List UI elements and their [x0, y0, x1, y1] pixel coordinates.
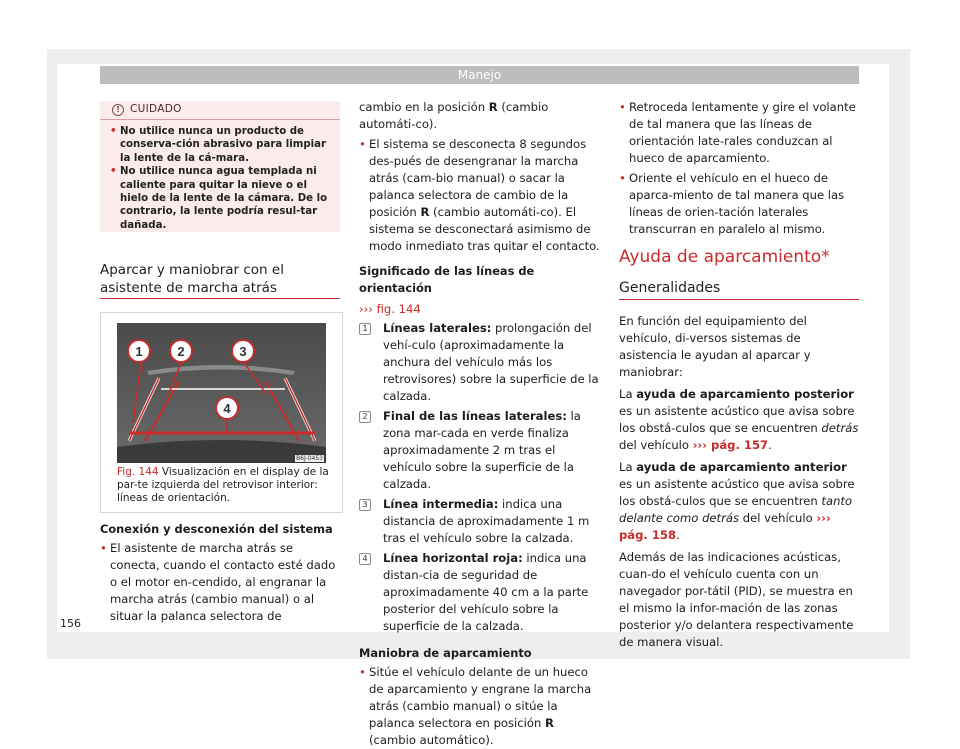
callout-2: 2: [177, 344, 185, 359]
text: (cambio automático).: [369, 733, 494, 747]
figure-caption: [117, 466, 329, 505]
paragraph-anterior: [619, 459, 861, 544]
gear-r: R: [420, 205, 430, 219]
item-number: 1: [359, 323, 371, 335]
page-reference-link[interactable]: ››› pág. 157: [692, 438, 769, 452]
paragraph-pid: Además de las indicaciones acústicas, cuan-do el vehículo cuenta con un navegador por-tátil (PID), se muestra en el mismo la infor-mación de las zonas posterior y/o delantera respectivamente de manera visual.: [619, 550, 854, 649]
guide-line-list: [359, 320, 601, 635]
item-number: 2: [359, 411, 371, 423]
right-column-text: [619, 313, 861, 651]
text: del vehículo: [739, 511, 817, 525]
subhead-maniobra: Maniobra de aparcamiento: [359, 646, 532, 660]
chapter-header: Manejo: [100, 66, 859, 84]
text: La: [619, 387, 637, 401]
emphasis: tanto delante como detrás: [619, 494, 853, 525]
item-term: Línea horizontal roja:: [383, 551, 523, 565]
item-number: 4: [359, 553, 371, 565]
section-title: Aparcar y maniobrar con el asistente de marcha atrás: [100, 262, 284, 296]
caution-header: [100, 101, 340, 120]
text: La: [619, 460, 637, 474]
caution-box: [100, 101, 340, 232]
page-reference-link[interactable]: ››› pág. 158: [619, 511, 831, 542]
section-divider: [100, 298, 340, 299]
list-item: [362, 408, 601, 493]
figure-reference-link[interactable]: ››› fig. 144: [359, 302, 421, 316]
rear-camera-display-image: [117, 323, 326, 463]
heading-generalidades: Generalidades: [619, 280, 721, 296]
caution-item: • No utilice nunca agua templada ni caliente para quitar la nieve o el hielo de la lente de la cámara. De lo contrario, la lente podría resul-tar dañada.: [110, 165, 336, 232]
term: ayuda de aparcamiento anterior: [636, 460, 847, 474]
bullet-retroceda: • Retroceda lentamente y gire el volante de tal manera que las líneas de orientación late-rales conduzcan al hueco de aparcamiento.: [619, 99, 861, 167]
text: .: [676, 528, 680, 542]
text: es un asistente acústico que avisa sobre los obstá-culos que se encuentren: [619, 404, 855, 435]
item-text: indica una distancia de aproximadamente 1 m tras el vehículo sobre la calzada.: [383, 497, 590, 545]
item-text: prolongación del vehí-culo (aproximadamente la anchura del vehículo más los retrovisores) sobre la superficie de la calzada.: [383, 321, 599, 403]
gear-r: R: [545, 716, 554, 730]
subhead-conexion: Conexión y desconexión del sistema: [100, 522, 333, 536]
caution-title: CUIDADO: [130, 103, 182, 115]
left-column-text: [100, 521, 342, 625]
paragraph-posterior: [619, 386, 861, 454]
text: del vehículo: [619, 438, 693, 452]
callout-3: 3: [239, 344, 247, 359]
item-text: indica una distan-cia de seguridad de aproximadamente 40 cm a la parte posterior del vehículo sobre la superficie de la calzada.: [383, 551, 589, 633]
heading-ayuda-aparcamiento: Ayuda de aparcamiento*: [619, 247, 830, 267]
page-number: 156: [60, 617, 81, 630]
term: ayuda de aparcamiento posterior: [636, 387, 854, 401]
item-text: la zona mar-cada en verde finaliza aproximadamente 2 m tras el vehículo sobre la superficie de la calzada.: [383, 409, 581, 491]
figure-caption-text: Visualización en el display de la par-te izquierda del retrovisor interior: líneas de orientación.: [117, 466, 329, 504]
callout-4: 4: [223, 401, 231, 416]
subhead-lineas: Significado de las líneas de orientación: [359, 264, 535, 295]
text: cambio en la posición: [359, 100, 489, 114]
bullet-conexion: • El asistente de marcha atrás se conecta, cuando el contacto esté dado o el motor en-cendido, al engranar la marcha atrás (cambio manual) o al situar la palanca selectora de: [100, 540, 342, 625]
bullet-oriente: • Oriente el vehículo en el hueco de aparca-miento de tal manera que las líneas de orien-tación laterales transcurran en paralelo al mismo.: [619, 170, 861, 238]
text: (cambio automáti-co).: [359, 100, 549, 131]
emphasis: detrás: [821, 421, 859, 435]
caution-body: [110, 125, 336, 232]
list-item: [362, 320, 601, 405]
bullet-maniobra: [359, 664, 601, 749]
figure-code: B6J-0453: [296, 455, 323, 462]
caution-item: • No utilice nunca un producto de conserva-ción abrasivo para limpiar la lente de la cá-mara.: [110, 125, 336, 165]
figure-144: [100, 312, 343, 513]
item-number: 3: [359, 499, 371, 511]
right-column-top: [619, 99, 861, 238]
warning-icon: !: [112, 104, 124, 116]
list-item: [362, 550, 601, 635]
text: es un asistente acústico que avisa sobre los obstá-culos que se encuentren: [619, 477, 855, 508]
gear-r: R: [488, 100, 498, 114]
paragraph-intro: En función del equipamiento del vehículo, di-versos sistemas de asistencia le ayudan al aparcar y maniobrar:: [619, 314, 811, 379]
bullet-desconexion: [359, 136, 601, 255]
text: Sitúe el vehículo delante de un hueco de aparcamiento y engrane la marcha atrás (cambio manual) o sitúe la palanca selectora en posición: [369, 665, 592, 730]
paragraph-continuation: [359, 99, 601, 133]
callout-1: 1: [135, 344, 143, 359]
text: El sistema se desconecta 8 segundos des-pués de desengranar la marcha atrás (cam-bio manual) o sacar la palanca selectora de cambio de la posición: [369, 137, 587, 219]
text: .: [768, 438, 772, 452]
figure-label: Fig. 144: [117, 466, 159, 478]
middle-column-text: [359, 99, 601, 749]
section-divider: [619, 299, 859, 300]
item-term: Líneas laterales:: [383, 321, 492, 335]
item-term: Línea intermedia:: [383, 497, 499, 511]
rear-camera-illustration: [117, 323, 326, 463]
item-term: Final de las líneas laterales:: [383, 409, 567, 423]
list-item: [362, 496, 601, 547]
text: (cambio automáti-co). El sistema se desconectará asimismo de modo inmediato tras quitar el contacto.: [369, 205, 600, 253]
